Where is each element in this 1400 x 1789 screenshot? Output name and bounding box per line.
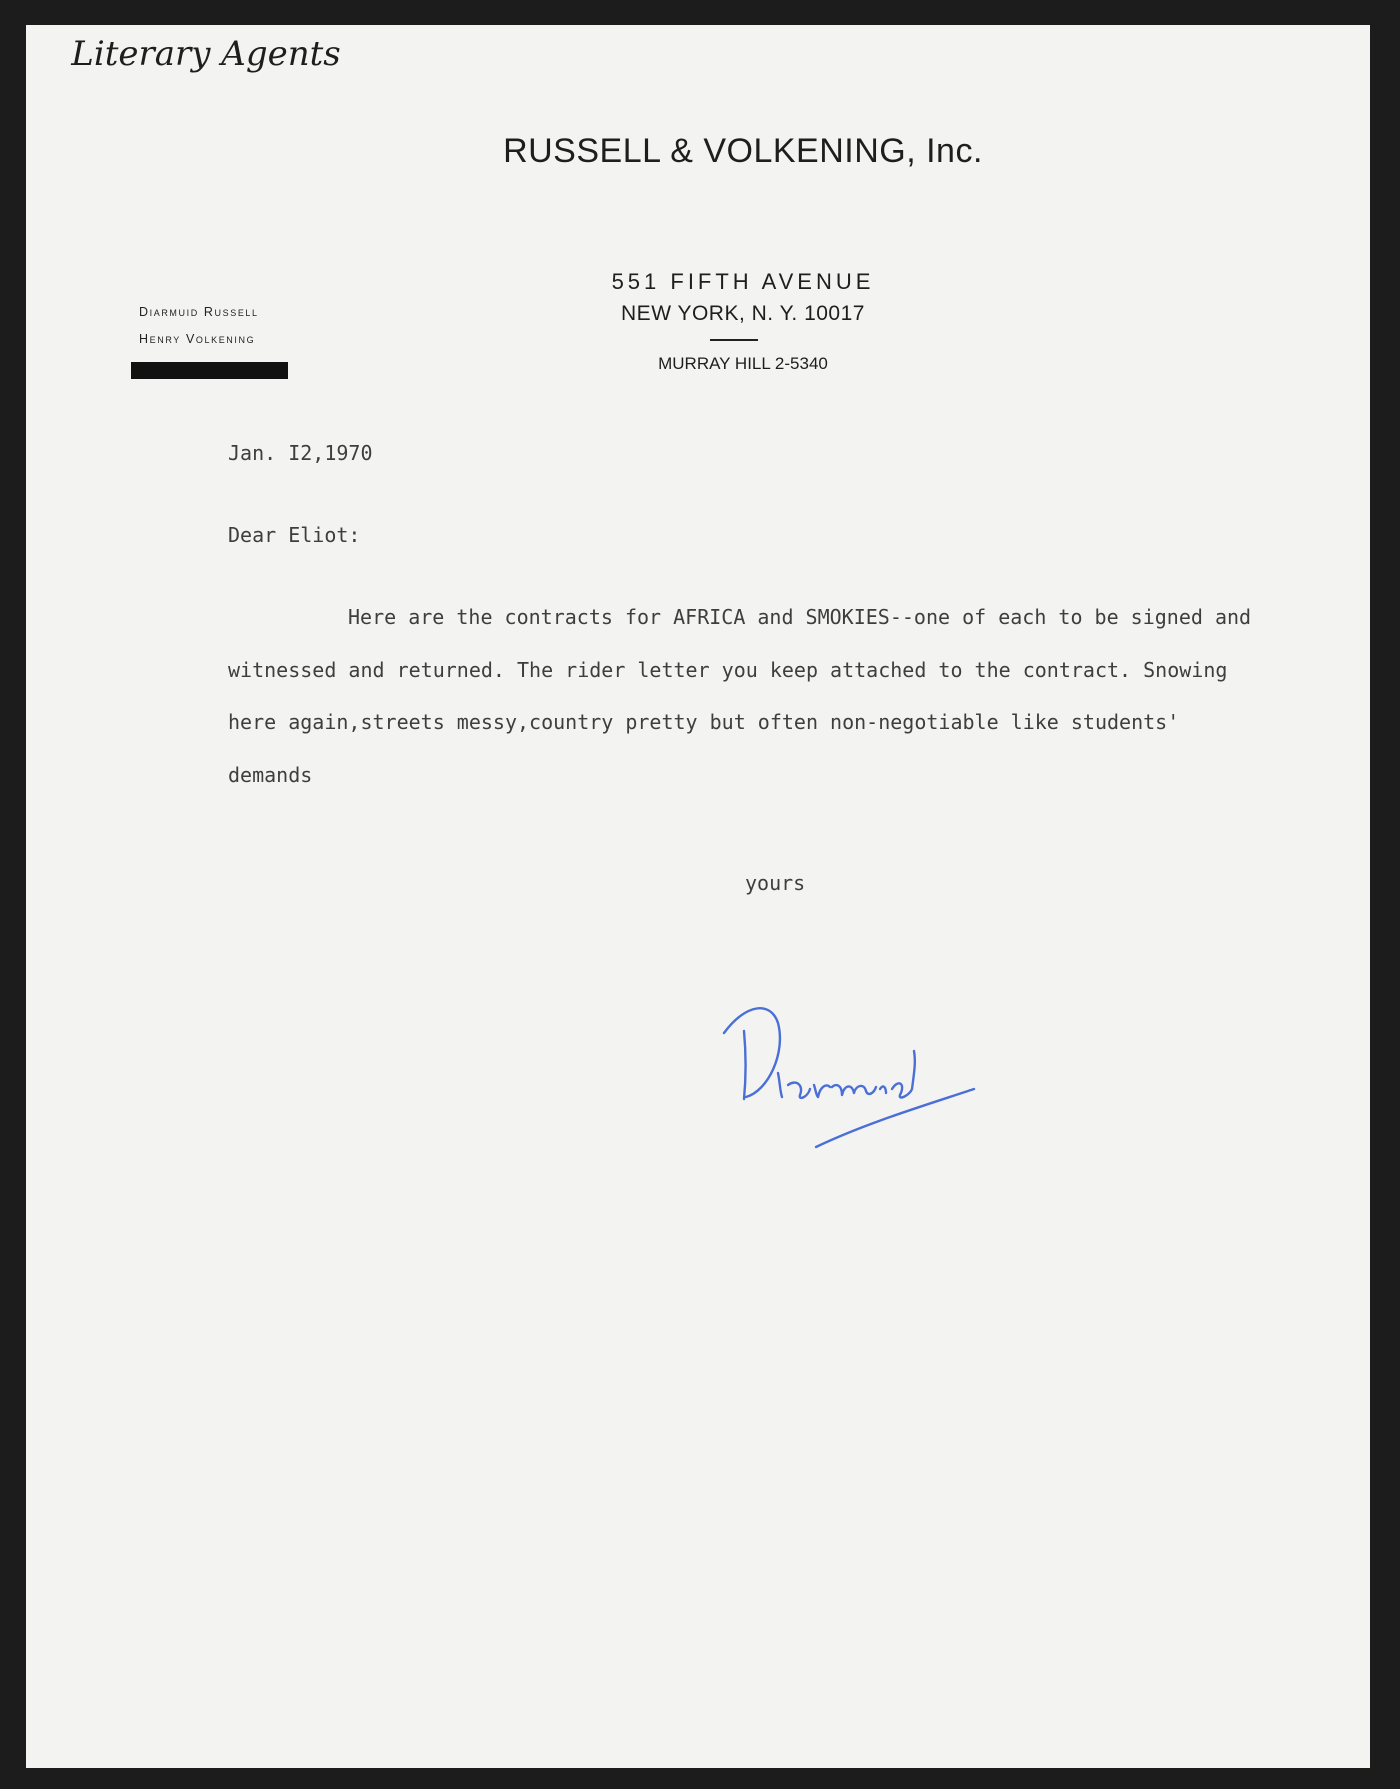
body-line: Here are the contracts for AFRICA and SMOKIES--one of each to be signed and xyxy=(348,605,1252,629)
signature-stroke xyxy=(892,1051,915,1097)
letter-date: Jan. I2,1970 xyxy=(228,441,373,465)
letterhead-tagline-text: Literary Agents xyxy=(71,34,341,74)
letterhead-city: NEW YORK, N. Y. 10017 xyxy=(621,302,865,325)
redaction-bar xyxy=(131,362,288,379)
body-line: witnessed and returned. The rider letter you keep attached to the contract. Snowing xyxy=(228,658,1228,682)
signature-stroke xyxy=(814,1085,830,1097)
signature-stroke xyxy=(778,1073,782,1097)
signature-stroke xyxy=(880,1086,886,1093)
signature-stroke xyxy=(724,1008,780,1097)
letterhead-phone: MURRAY HILL 2-5340 xyxy=(658,354,828,373)
letterhead-firm-name: RUSSELL & VOLKENING, Inc. xyxy=(503,132,983,170)
letter-salutation: Dear Eliot: xyxy=(228,523,361,547)
body-line: demands xyxy=(228,763,313,787)
signature-stroke xyxy=(832,1085,876,1095)
signature-stroke xyxy=(788,1083,810,1098)
partner-name: Henry Volkening xyxy=(139,332,256,346)
letterhead-rule xyxy=(710,339,758,341)
partner-name: Diarmuid Russell xyxy=(139,305,259,319)
signature-stroke xyxy=(744,1031,746,1099)
letter-sheet xyxy=(26,25,1370,1768)
letterhead-tagline xyxy=(26,25,386,85)
body-line: here again,streets messy,country pretty but often non-negotiable like students' xyxy=(228,710,1180,734)
signature-stroke xyxy=(816,1089,974,1147)
letter-closing: yours xyxy=(745,871,806,895)
handwritten-signature xyxy=(716,993,986,1153)
letterhead-street: 551 FIFTH AVENUE xyxy=(611,269,875,294)
